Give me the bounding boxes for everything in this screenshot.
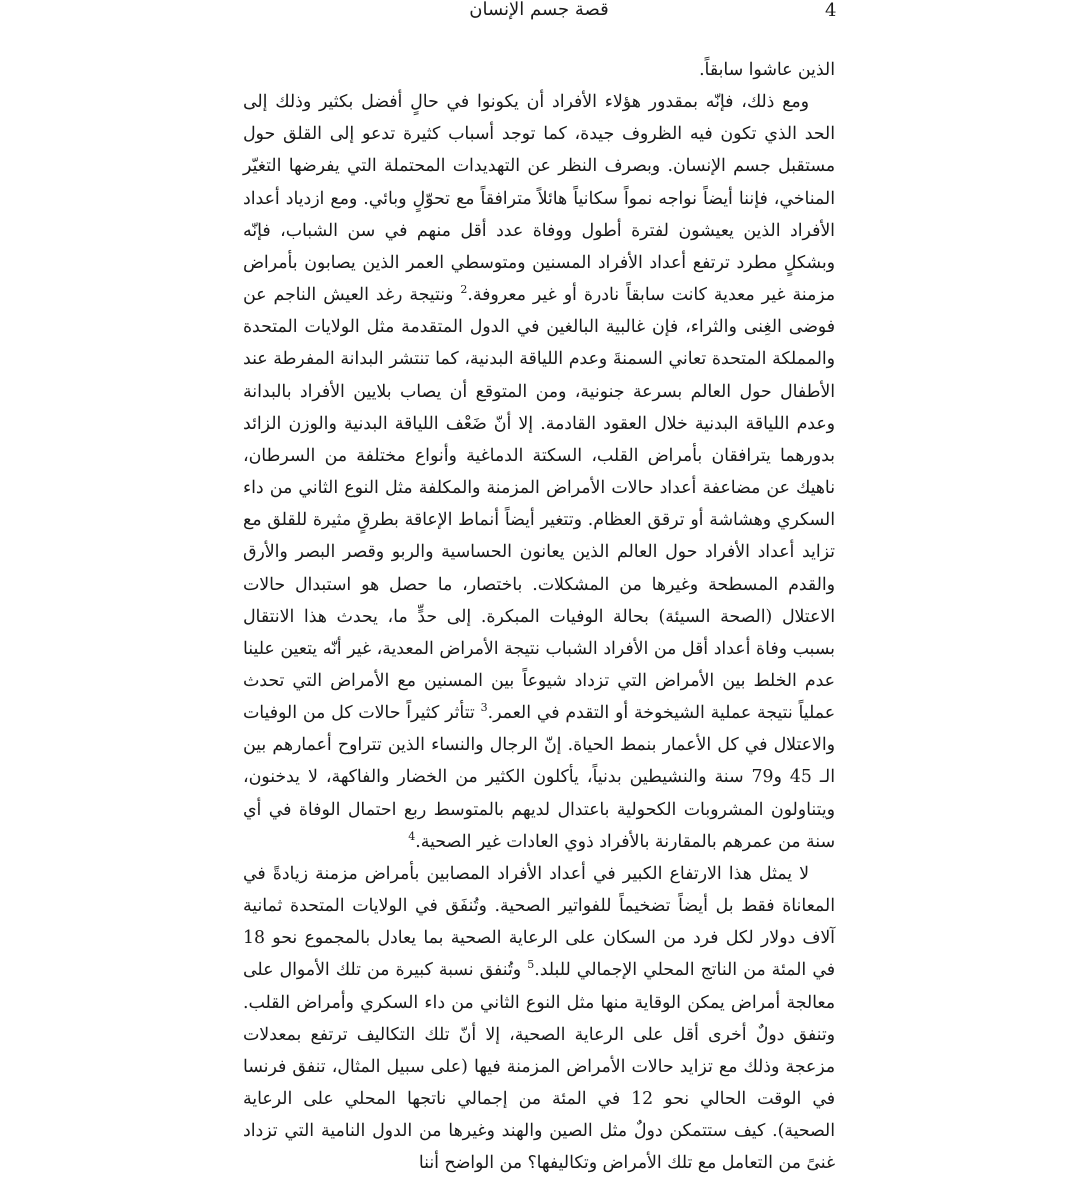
text-run: تتأثر كثيراً حالات كل من الوفيات والاعتلال في كل الأعمار بنمط الحياة. إنّ الرجال والنساء الذين تتراوح أعمارهم بين الـ 45 و79 سنة والنشيطين بدنياً، يأكلون الكثير من الخضار والفاكهة، لا يدخنون، ويتناولون المشروبات الكحولية باعتدال لديهم بالمتوسط ربع احتمال الوفاة في أي سنة من عمرهم بالمقارنة بالأفراد ذوي العادات غير الصحية. — [243, 703, 835, 852]
paragraph — [243, 858, 835, 1179]
footnote-marker: 5 — [527, 958, 535, 972]
text-run: ونتيجة رغد العيش الناجم عن فوضى الغِنى والثراء، فإن غالبية البالغين في الدول المتقدمة مثل الولايات المتحدة والمملكة المتحدة تعاني السمنةَ وعدم اللياقة البدنية، كما تنتشر البدانة المفرطة عند الأطفال حول العالم بسرعة جنونية، ومن المتوقع أن يصاب بلايين الأفراد بالبدانة وعدم اللياقة البدنية خلال العقود القادمة. إلا أنّ ضَعْف اللياقة البدنية والوزن الزائد بدورهما يترافقان بأمراض القلب، السكتة الدماغية وأنواع مختلفة من السرطان، ناهيك عن مضاعفة أعداد حالات الأمراض المزمنة والمكلفة مثل النوع الثاني من داء السكري وهشاشة أو ترقق العظام. وتتغير أيضاً أنماط الإعاقة بطرقٍ مثيرة للقلق مع تزايد أعداد الأفراد حول العالم الذين يعانون الحساسية والربو وقصر البصر والأرق والقدم المسطحة وغيرها من المشكلات. باختصار، ما حصل هو استبدال حالات الاعتلال (الصحة السيئة) بحالة الوفيات المبكرة. إلى حدٍّ ما، يحدث هذا الانتقال بسبب وفاة أعداد أقل من الأفراد الشباب نتيجة الأمراض المعدية، غير أنّه يتعين علينا عدم الخلط بين الأمراض التي تزداد شيوعاً بين المسنين مع الأمراض التي تحدث عملياً نتيجة عملية الشيخوخة أو التقدم في العمر. — [243, 285, 836, 724]
page-header — [0, 0, 1078, 28]
paragraph — [243, 86, 835, 858]
running-title: قصة جسم الإنسان — [469, 0, 609, 20]
body-text — [243, 54, 835, 1179]
footnote-marker: 4 — [408, 829, 416, 843]
paragraph-continuation — [243, 54, 835, 86]
footnote-marker: 2 — [460, 283, 468, 297]
page-number: 4 — [825, 0, 837, 21]
text-run: وتُنفق نسبة كبيرة من تلك الأموال على معالجة أمراض يمكن الوقاية منها مثل النوع الثاني من داء السكري وأمراض القلب. وتنفق دولٌ أخرى أقل على الرعاية الصحية، إلا أنّ تلك التكاليف ترتفع بمعدلات مزعجة وذلك مع تزايد حالات الأمراض المزمنة فيها (على سبيل المثال، تنفق فرنسا في الوقت الحالي نحو 12 في المئة من إجمالي ناتجها المحلي على الرعاية الصحية). كيف ستتمكن دولٌ مثل الصين والهند وغيرها من الدول النامية التي تزداد غنىً من التعامل مع تلك الأمراض وتكاليفها؟ من الواضح أننا — [243, 960, 835, 1174]
footnote-marker: 3 — [480, 701, 488, 715]
text-run: الذين عاشوا سابقاً. — [699, 60, 835, 80]
text-run: لا يمثل هذا الارتفاع الكبير في أعداد الأفراد المصابين بأمراض مزمنة زيادةً في المعاناة فقط بل أيضاً تضخيماً للفواتير الصحية. وتُنفَق في الولايات المتحدة ثمانية آلاف دولار لكل فرد من السكان على الرعاية الصحية بما يعادل بالمجموع نحو 18 في المئة من الناتج المحلي الإجمالي للبلد. — [243, 863, 835, 981]
text-run: ومع ذلك، فإنّه بمقدور هؤلاء الأفراد أن يكونوا في حالٍ أفضل بكثير وذلك إلى الحد الذي تكون فيه الظروف جيدة، كما توجد أسباب كثيرة تدعو إلى القلق حول مستقبل جسم الإنسان. وبصرف النظر عن التهديدات المحتملة التي يفرضها التغيّر المناخي، فإننا أيضاً نواجه نمواً سكانياً هائلاً مترافقاً مع تحوّلٍ وبائي. ومع ازدياد أعداد الأفراد الذين يعيشون لفترة أطول ووفاة عدد أقل منهم في سن الشباب، فإنّه وبشكلٍ مطرد ترتفع أعداد الأفراد المسنين ومتوسطي العمر الذين يصابون بأمراض مزمنة غير معدية كانت سابقاً نادرة أو غير معروفة. — [243, 92, 835, 306]
